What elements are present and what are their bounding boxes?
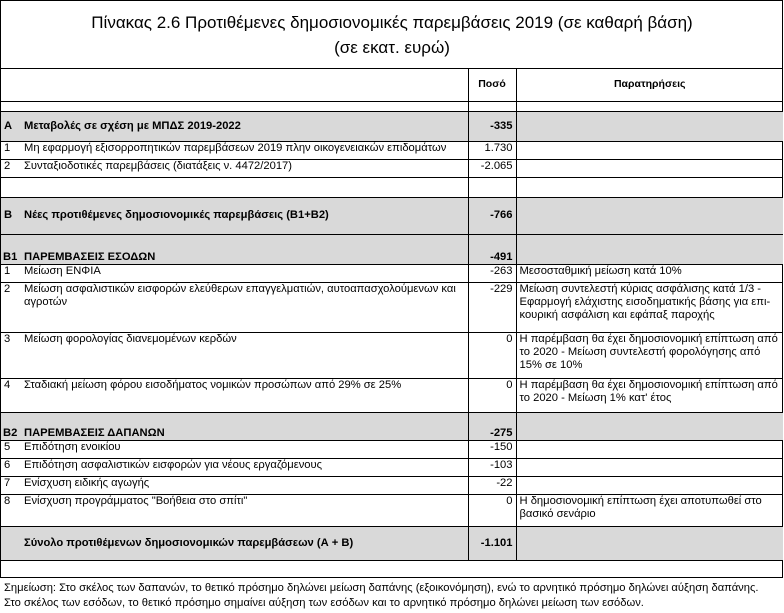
table-row-total (1, 526, 783, 560)
row-code: Α (1, 111, 21, 141)
row-description: Συνταξιοδοτικές παρεμβάσεις (διατάξεις ν. 4472/2017) (21, 159, 468, 177)
table-row (1, 332, 783, 378)
table-row (1, 159, 783, 177)
row-description: Σταδιακή μείωση φόρου εισοδήματος νομικών προσώπων από 29% σε 25% (21, 378, 468, 412)
spacer-row (1, 101, 783, 111)
row-amount: -103 (468, 458, 516, 476)
row-code: 7 (1, 476, 21, 494)
row-description: Νέες προτιθέμενες δημοσιονομικές παρεμβάσεις (Β1+Β2) (21, 197, 468, 234)
header-notes: Παρατηρήσεις (516, 69, 783, 101)
row-code: 1 (1, 264, 21, 282)
row-code: Β (1, 197, 21, 234)
row-notes (516, 141, 783, 159)
table-subtitle: (σε εκατ. ευρώ) (334, 38, 450, 57)
row-notes (516, 458, 783, 476)
row-notes: Η δημοσιονομική επίπτωση έχει αποτυπωθεί στο βασικό σενάριο (516, 494, 783, 526)
table-row (1, 440, 783, 458)
table-row (1, 282, 783, 332)
header-row (1, 69, 783, 101)
spacer-row (1, 177, 783, 197)
row-notes (516, 197, 783, 234)
row-code: 6 (1, 458, 21, 476)
row-notes (516, 412, 783, 440)
row-code: 4 (1, 378, 21, 412)
row-code: 2 (1, 282, 21, 332)
row-code: Β2 (1, 412, 21, 440)
footnote-line-expenses: Σημείωση: Στο σκέλος των δαπανών, το θετικό πρόσημο δηλώνει μείωση δαπάνης (εξοικονόμηση), ενώ το αρνητικό πρόσημο δηλώνει αύξηση δαπάνης. (4, 582, 759, 594)
row-description: Μείωση ΕΝΦΙΑ (21, 264, 468, 282)
table-row (1, 458, 783, 476)
row-amount: -275 (468, 412, 516, 440)
row-code: Β1 (1, 234, 21, 264)
row-notes (516, 111, 783, 141)
row-amount: -335 (468, 111, 516, 141)
table-row-section-b (1, 197, 783, 234)
row-amount: 0 (468, 494, 516, 526)
row-description: Μη εφαρμογή εξισορροπητικών παρεμβάσεων 2019 πλην οικογενειακών επιδομάτων (21, 141, 468, 159)
row-notes (516, 234, 783, 264)
interventions-table (1, 69, 783, 561)
row-description: Ενίσχυση ειδικής αγωγής (21, 476, 468, 494)
row-amount: -1.101 (468, 526, 516, 560)
row-description: Μείωση φορολογίας διανεμομένων κερδών (21, 332, 468, 378)
row-notes (516, 159, 783, 177)
row-amount: -229 (468, 282, 516, 332)
row-description: Μείωση ασφαλιστικών εισφορών ελεύθερων επαγγελματιών, αυτοαπασχολούμενων και αγροτών (21, 282, 468, 332)
row-description: ΠΑΡΕΜΒΑΣΕΙΣ ΕΣΟΔΩΝ (21, 234, 468, 264)
table-row-section-b2 (1, 412, 783, 440)
row-amount: -150 (468, 440, 516, 458)
row-code: 5 (1, 440, 21, 458)
footnote (4, 581, 784, 611)
row-description: Μεταβολές σε σχέση με ΜΠΔΣ 2019-2022 (21, 111, 468, 141)
table-row (1, 378, 783, 412)
row-notes: Η παρέμβαση θα έχει δημοσιονομική επίπτωση από το 2020 - Μείωση συντελεστή φορολόγησης από 15% σε 10% (516, 332, 783, 378)
table-row (1, 264, 783, 282)
row-description: Επιδότηση ενοικίου (21, 440, 468, 458)
row-amount: -2.065 (468, 159, 516, 177)
row-amount: 0 (468, 378, 516, 412)
row-amount: 0 (468, 332, 516, 378)
table-row-section-a (1, 111, 783, 141)
table-row (1, 494, 783, 526)
footnote-line-revenues: Στο σκέλος των εσόδων, το θετικό πρόσημο σημαίνει αύξηση των εσόδων και το αρνητικό πρόσημο δηλώνει μείωση των εσόδων. (4, 597, 644, 609)
table-title-box (1, 1, 783, 69)
row-amount: -766 (468, 197, 516, 234)
row-notes: Η παρέμβαση θα έχει δημοσιονομική επίπτωση από το 2020 - Μείωση 1% κατ' έτος (516, 378, 783, 412)
row-amount: -263 (468, 264, 516, 282)
row-code: 8 (1, 494, 21, 526)
table-title: Πίνακας 2.6 Προτιθέμενες δημοσιονομικές παρεμβάσεις 2019 (σε καθαρή βάση) (91, 13, 693, 32)
table-row (1, 141, 783, 159)
row-description: Σύνολο προτιθέμενων δημοσιονομικών παρεμβάσεων (Α + Β) (21, 526, 468, 560)
row-notes: Μεσοσταθμική μείωση κατά 10% (516, 264, 783, 282)
table-row-section-b1 (1, 234, 783, 264)
row-code: 3 (1, 332, 21, 378)
row-code: 2 (1, 159, 21, 177)
row-amount: -22 (468, 476, 516, 494)
row-notes (516, 526, 783, 560)
row-notes: Μείωση συντελεστή κύριας ασφάλισης κατά 1/3 - Εφαρμογή ελάχιστης εισοδηματικής βάσης για επι-κουρική ασφάλιση και εφάπαξ παροχής (516, 282, 783, 332)
table-row (1, 476, 783, 494)
row-description: Επιδότηση ασφαλιστικών εισφορών για νέους εργαζόμενους (21, 458, 468, 476)
row-description: Ενίσχυση προγράμματος "Βοήθεια στο σπίτι" (21, 494, 468, 526)
header-amount: Ποσό (468, 69, 516, 101)
row-notes (516, 440, 783, 458)
row-code: 1 (1, 141, 21, 159)
row-amount: 1.730 (468, 141, 516, 159)
row-notes (516, 476, 783, 494)
row-amount: -491 (468, 234, 516, 264)
row-description: ΠΑΡΕΜΒΑΣΕΙΣ ΔΑΠΑΝΩΝ (21, 412, 468, 440)
